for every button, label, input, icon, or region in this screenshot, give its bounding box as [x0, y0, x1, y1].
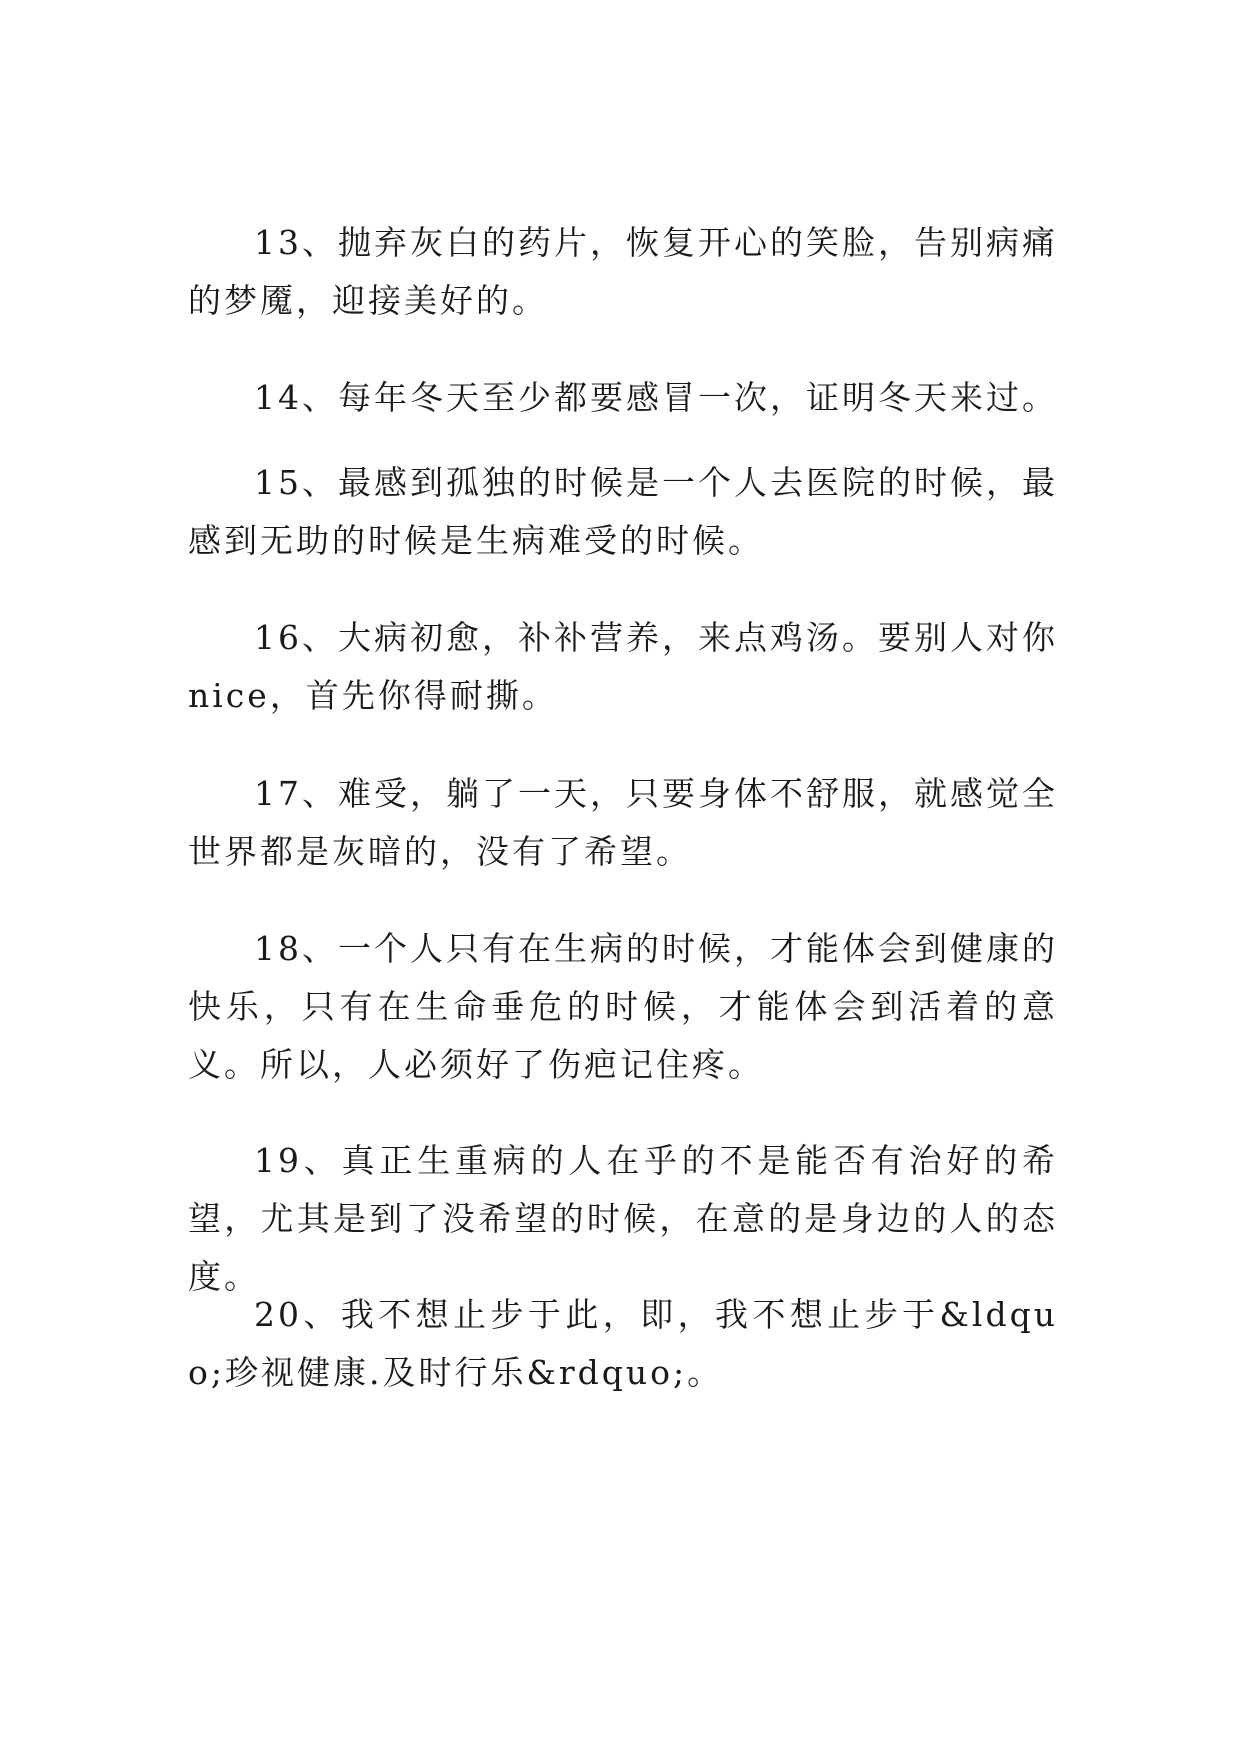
paragraph-15: 15、最感到孤独的时候是一个人去医院的时候，最感到无助的时候是生病难受的时候。 [188, 463, 1058, 560]
paragraph-17: 17、难受，躺了一天，只要身体不舒服，就感觉全世界都是灰暗的，没有了希望。 [188, 774, 1058, 871]
paragraph-19: 19、真正生重病的人在乎的不是能否有治好的希望，尤其是到了没希望的时候，在意的是身边的人的态度。 [188, 1141, 1058, 1296]
paragraph-14: 14、每年冬天至少都要感冒一次，证明冬天来过。 [254, 378, 1058, 417]
paragraph-13: 13、抛弃灰白的药片，恢复开心的笑脸，告别病痛的梦魇，迎接美好的。 [188, 223, 1058, 320]
paragraph-18: 18、一个人只有在生病的时候，才能体会到健康的快乐，只有在生命垂危的时候，才能体会到活着的意义。所以，人必须好了伤疤记住疼。 [188, 929, 1058, 1084]
paragraph-16: 16、大病初愈，补补营养，来点鸡汤。要别人对你nice，首先你得耐撕。 [188, 618, 1058, 715]
paragraph-20: 20、我不想止步于此，即，我不想止步于&ldquo;珍视健康.及时行乐&rdquo;。 [188, 1295, 1058, 1392]
